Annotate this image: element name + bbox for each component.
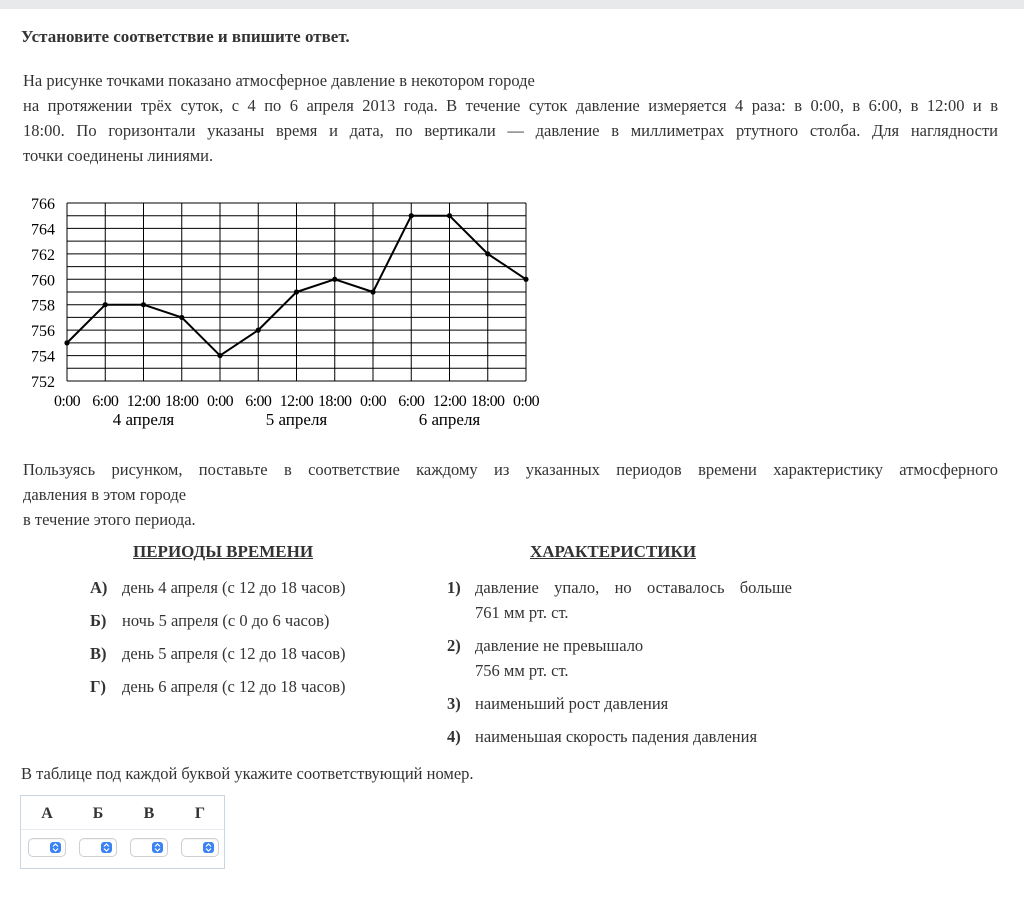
task-line-2: давления в этом городе — [23, 485, 187, 504]
data-point — [103, 302, 108, 307]
characteristic-label: 2) — [447, 636, 461, 655]
data-point — [179, 315, 184, 320]
data-point — [64, 340, 69, 345]
y-tick-label: 754 — [31, 348, 55, 366]
answer-select-v[interactable] — [130, 838, 168, 857]
characteristic-text-line-2: 761 мм рт. ст. — [475, 603, 569, 622]
data-point — [332, 277, 337, 282]
period-item-a — [90, 575, 390, 600]
answer-header-a: А — [41, 805, 53, 822]
data-point — [217, 353, 222, 358]
answer-header-v: В — [143, 805, 155, 822]
x-tick-label: 12:00 — [279, 393, 314, 410]
characteristic-text-line-1: давление не превышало — [475, 636, 644, 655]
answer-select-g[interactable] — [181, 838, 219, 857]
period-text: ночь 5 апреля (с 0 до 6 часов) — [122, 611, 330, 630]
x-tick-label: 0:00 — [206, 393, 234, 410]
data-point — [370, 289, 375, 294]
y-tick-label: 762 — [31, 246, 55, 264]
x-tick-label: 18:00 — [318, 393, 352, 410]
task-line-3: в течение этого периода. — [23, 510, 196, 529]
answer-table — [20, 795, 225, 869]
data-point — [523, 277, 528, 282]
task-instruction: Установите соответствие и впишите ответ. — [21, 27, 350, 46]
select-arrows-icon — [50, 842, 61, 853]
periods-heading: ПЕРИОДЫ ВРЕМЕНИ — [133, 542, 314, 561]
characteristics-heading: ХАРАКТЕРИСТИКИ — [530, 542, 697, 561]
intro-line-3: 18:00. По горизонтали указаны время и дата, по вертикали — давление в миллиметрах ртутного столба. Для наглядности — [23, 121, 998, 140]
period-item-g — [90, 674, 390, 699]
task-paragraph — [23, 457, 998, 532]
task-line-1: Пользуясь рисунком, поставьте в соответствие каждому из указанных периодов времени характеристику атмосферного — [23, 460, 998, 479]
data-point — [256, 328, 261, 333]
period-text: день 5 апреля (с 12 до 18 часов) — [122, 644, 346, 663]
answer-select-b[interactable] — [79, 838, 117, 857]
characteristic-text-line-1: наименьший рост давления — [475, 694, 669, 713]
characteristic-text-line-1: давление упало, но оставалось больше — [475, 578, 792, 597]
x-tick-label: 18:00 — [471, 393, 505, 410]
x-tick-label: 6:00 — [398, 393, 425, 410]
date-label: 6 апреля — [418, 410, 481, 429]
y-tick-label: 764 — [31, 221, 55, 239]
period-text: день 4 апреля (с 12 до 18 часов) — [122, 578, 346, 597]
intro-line-4: точки соединены линиями. — [23, 146, 214, 165]
period-label: А) — [90, 578, 108, 597]
characteristic-item-2 — [447, 633, 797, 683]
data-point — [485, 251, 490, 256]
answer-header-b: Б — [92, 805, 104, 822]
data-point — [409, 213, 414, 218]
period-label: Б) — [90, 611, 107, 630]
date-label: 4 апреля — [112, 410, 175, 429]
x-tick-label: 12:00 — [126, 393, 161, 410]
y-tick-label: 756 — [31, 323, 55, 341]
answer-header-g: Г — [194, 805, 206, 822]
top-bar — [0, 0, 1024, 9]
answer-select-a[interactable] — [28, 838, 66, 857]
table-prompt — [21, 761, 996, 786]
characteristic-item-4 — [447, 724, 797, 749]
characteristic-text-line-1: наименьшая скорость падения давления — [475, 727, 758, 746]
characteristic-item-1 — [447, 575, 797, 625]
data-point — [141, 302, 146, 307]
table-prompt-text: В таблице под каждой буквой укажите соответствующий номер. — [21, 764, 474, 783]
data-point — [294, 289, 299, 294]
x-tick-label: 0:00 — [512, 393, 540, 410]
period-label: В) — [90, 644, 107, 663]
intro-line-2: на протяжении трёх суток, с 4 по 6 апреля 2013 года. В течение суток давление измеряется 4 раза: в 0:00, в 6:00, в 12:00 и в — [23, 96, 998, 115]
table-divider — [21, 829, 224, 830]
x-tick-label: 12:00 — [432, 393, 467, 410]
intro-line-1: На рисунке точками показано атмосферное давление в некотором городе — [23, 71, 535, 90]
x-tick-label: 0:00 — [359, 393, 387, 410]
characteristic-label: 4) — [447, 727, 461, 746]
period-label: Г) — [90, 677, 106, 696]
x-tick-label: 18:00 — [165, 393, 199, 410]
characteristic-label: 3) — [447, 694, 461, 713]
intro-paragraph — [23, 68, 998, 168]
x-tick-label: 6:00 — [92, 393, 119, 410]
data-point — [447, 213, 452, 218]
y-tick-label: 766 — [31, 196, 55, 213]
select-arrows-icon — [101, 842, 112, 853]
period-item-b — [90, 608, 390, 633]
x-tick-label: 0:00 — [53, 393, 81, 410]
select-arrows-icon — [152, 842, 163, 853]
y-tick-label: 758 — [31, 297, 55, 315]
y-tick-label: 760 — [31, 272, 55, 290]
characteristic-item-3 — [447, 691, 797, 716]
period-text: день 6 апреля (с 12 до 18 часов) — [122, 677, 346, 696]
date-label: 5 апреля — [265, 410, 328, 429]
x-tick-label: 6:00 — [245, 393, 272, 410]
select-arrows-icon — [203, 842, 214, 853]
y-tick-label: 752 — [31, 374, 55, 391]
characteristic-text-line-2: 756 мм рт. ст. — [475, 661, 569, 680]
period-item-v — [90, 641, 390, 666]
pressure-chart — [0, 190, 560, 435]
characteristic-label: 1) — [447, 578, 461, 597]
